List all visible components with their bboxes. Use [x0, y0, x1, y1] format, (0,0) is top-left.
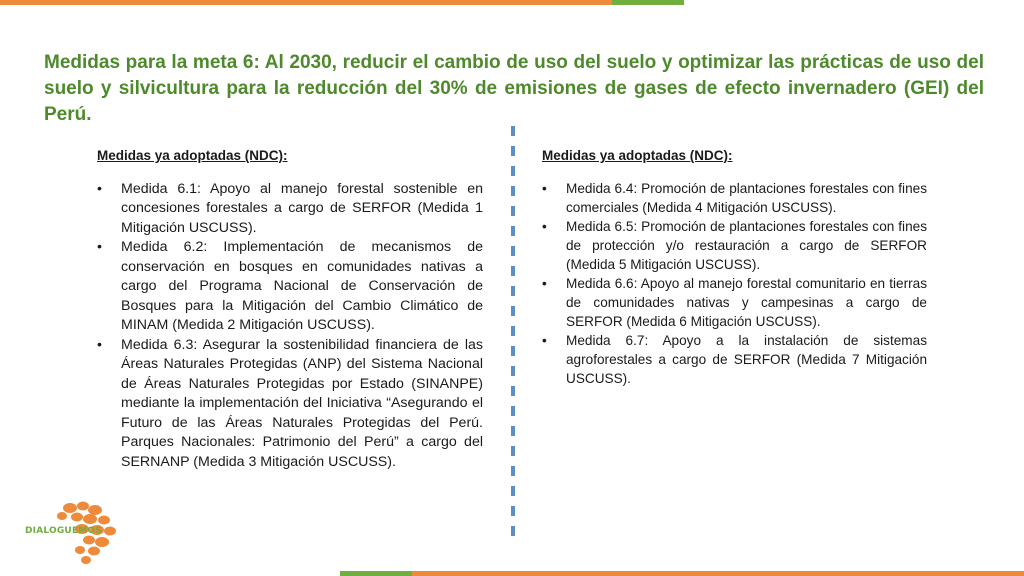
- bullet-icon: •: [542, 333, 547, 348]
- left-measures-list: [97, 180, 483, 473]
- bullet-icon: •: [97, 336, 102, 353]
- bottom-green-bar: [340, 571, 412, 576]
- bottom-orange-bar: [412, 571, 1024, 576]
- right-measures-list: [542, 179, 927, 388]
- bullet-icon: •: [542, 181, 547, 196]
- right-column-heading: Medidas ya adoptadas (NDC):: [542, 148, 733, 163]
- logo-wordmark: DIALOGUEMOS: [25, 526, 102, 536]
- bullet-icon: •: [542, 276, 547, 291]
- dashed-column-divider: [511, 126, 515, 540]
- list-item: • Medida 6.2: Implementación de mecanismos de conservación en bosques en comunidades nativas a cargo del Programa Nacional de Conservación de Bosques para la Mitigación del Cambio Climático de MINAM (Medida 2 Mitigación USCUSS).: [97, 239, 483, 333]
- top-green-bar: [612, 0, 684, 5]
- list-item: • Medida 6.3: Asegurar la sostenibilidad financiera de las Áreas Naturales Protegidas (ANP) del Sistema Nacional de Áreas Naturales Protegidas por Estado (SINANPE) mediante la implementación del Iniciativa “Asegurando el Futuro de las Áreas Naturales Protegidas del Perú. Parques Nacionales: Patrimonio del Perú” a cargo del SERNANP (Medida 3 Mitigación USCUSS).: [97, 336, 483, 470]
- left-column: [97, 146, 483, 472]
- bullet-icon: •: [542, 219, 547, 234]
- list-item: • Medida 6.7: Apoyo a la instalación de sistemas agroforestales a cargo de SERFOR (Medida 7 Mitigación USCUSS).: [542, 333, 927, 386]
- left-column-heading: Medidas ya adoptadas (NDC):: [97, 148, 288, 163]
- list-item: • Medida 6.6: Apoyo al manejo forestal comunitario en tierras de comunidades nativas y campesinas a cargo de SERFOR (Medida 6 Mitigación USCUSS).: [542, 276, 927, 329]
- right-column: [542, 146, 927, 388]
- list-item: • Medida 6.5: Promoción de plantaciones forestales con fines de protección y/o restauración a cargo de SERFOR (Medida 5 Mitigación USCUSS).: [542, 219, 927, 272]
- list-item: • Medida 6.4: Promoción de plantaciones forestales con fines comerciales (Medida 4 Mitigación USCUSS).: [542, 181, 927, 215]
- list-item: • Medida 6.1: Apoyo al manejo forestal sostenible en concesiones forestales a cargo de SERFOR (Medida 1 Mitigación USCUSS).: [97, 180, 483, 236]
- bullet-icon: •: [97, 180, 102, 197]
- top-orange-bar: [0, 0, 612, 5]
- bullet-icon: •: [97, 239, 102, 255]
- slide-title: Medidas para la meta 6: Al 2030, reducir el cambio de uso del suelo y optimizar las prácticas de uso del suelo y silvicultura para la reducción del 30% de emisiones de gases de efecto invernadero (GEI) del Perú.: [44, 52, 984, 125]
